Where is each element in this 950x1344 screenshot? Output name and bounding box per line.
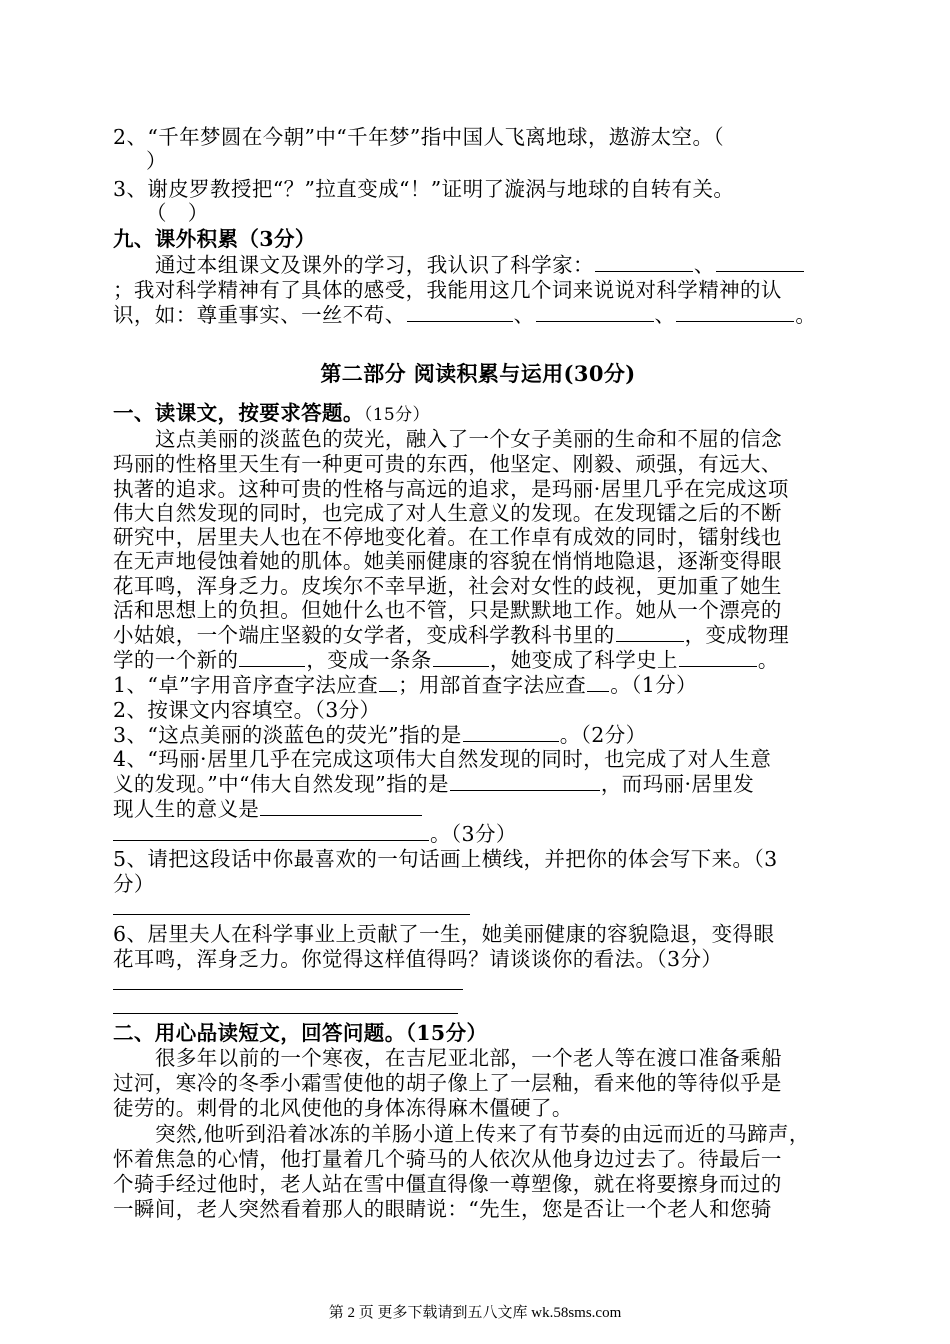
answer-blank[interactable]: [433, 648, 489, 667]
q2-heading: 二、用心品读短文，回答问题。（15分）: [113, 1021, 488, 1045]
q1-sub-1: 1、“卓”字用音序查字法应查 ；用部首查字法应查 。（1分）: [113, 673, 698, 697]
q1-sub-4-line-3: 现人生的意义是: [113, 796, 843, 822]
q2-passage-line: 徒劳的。刺骨的北风使他的身体冻得麻木僵硬了。: [113, 1096, 573, 1120]
q1-sub-3: 3、“这点美丽的淡蓝色的荧光”指的是 。（2分）: [113, 723, 647, 747]
answer-blank[interactable]: [260, 797, 422, 816]
q1-passage-line: 玛丽的性格里天生有一种更可贵的东西，他坚定、刚毅、顽强，有远大、: [113, 452, 782, 476]
answer-blank[interactable]: [463, 723, 559, 742]
q2-passage-line: 怀着焦急的心情，他打量着几个骑马的人依次从他身边过去了。待最后一: [113, 1147, 782, 1171]
judge-item-2: 2、“千年梦圆在今朝”中“千年梦”指中国人飞离地球，遨游太空。（: [113, 125, 725, 149]
q2-passage-line: 过河，寒冷的冬季小霜雪使他的胡子像上了一层釉，看来他的等待似乎是: [113, 1071, 782, 1095]
answer-blank[interactable]: [676, 303, 794, 322]
q1-sub-5: 5、请把这段话中你最喜欢的一句话画上横线，并把你的体会写下来。（3: [113, 847, 778, 871]
q1-sub-4: 4、“玛丽·居里几乎在完成这项伟大自然发现的同时，也完成了对人生意: [113, 747, 772, 771]
q1-sub-2: 2、按课文内容填空。（3分）: [113, 698, 381, 722]
answer-blank[interactable]: [113, 822, 429, 841]
answer-line[interactable]: [113, 914, 470, 915]
q2-passage-line: 很多年以前的一个寒夜，在吉尼亚北部，一个老人等在渡口准备乘船: [155, 1046, 782, 1070]
section-9-line-2: ；我对科学精神有了具体的感受，我能用这几个词来说说对科学精神的认: [113, 278, 782, 302]
q1-passage-line: 小姑娘，一个端庄坚毅的女学者，变成科学教科书里的 ，变成物理: [113, 623, 790, 647]
q1-passage-line: 研究中，居里夫人也在不停地变化着。在工作卓有成效的同时，镭射线也: [113, 525, 782, 549]
q1-passage-line: 在无声地侵蚀着她的肌体。她美丽健康的容貌在悄悄地隐退，逐渐变得眼: [113, 549, 782, 573]
q1-passage-line: 伟大自然发现的同时，也完成了对人生意义的发现。在发现镭之后的不断: [113, 501, 782, 525]
judge-item-2-bracket: ）: [146, 149, 167, 173]
answer-blank[interactable]: [407, 303, 513, 322]
answer-blank[interactable]: [379, 673, 397, 692]
q1-sub-6: 6、居里夫人在科学事业上贡献了一生，她美丽健康的容貌隐退，变得眼: [113, 922, 775, 946]
answer-blank[interactable]: [536, 303, 654, 322]
page-footer: 第 2 页 更多下载请到五八文库 wk.58sms.com: [328, 1305, 622, 1321]
answer-blank[interactable]: [587, 673, 609, 692]
q1-sub-4-line-4: 。（3分）: [113, 821, 843, 847]
q2-passage-line: 个骑手经过他时，老人站在雪中僵直得像一尊塑像，就在将要擦身而过的: [113, 1172, 782, 1196]
judge-item-3-bracket: （ ）: [146, 201, 209, 225]
answer-blank[interactable]: [450, 772, 600, 791]
q1-passage-line: 花耳鸣，浑身乏力。皮埃尔不幸早逝，社会对女性的歧视，更加重了她生: [113, 574, 782, 598]
part-2-title: 第二部分 阅读积累与运用(30分): [320, 361, 636, 386]
section-9-line-3: 识，如：尊重事实、一丝不苟、 、 、 。: [113, 303, 817, 327]
q1-passage-line: 这点美丽的淡蓝色的荧光，融入了一个女子美丽的生命和不屈的信念: [155, 427, 782, 451]
section-9-heading: 九、课外积累（3分）: [113, 227, 316, 251]
judge-item-3: 3、谢皮罗教授把“？”拉直变成“！”证明了漩涡与地球的自转有关。: [113, 177, 735, 201]
answer-line[interactable]: [113, 989, 463, 990]
answer-blank[interactable]: [679, 648, 757, 667]
answer-blank[interactable]: [716, 253, 804, 272]
q1-sub-6-line-2: 花耳鸣，浑身乏力。你觉得这样值得吗？请谈谈你的看法。（3分）: [113, 947, 723, 971]
q1-heading: 一、读课文，按要求答题。（15分）: [113, 401, 430, 425]
q2-passage-line: 一瞬间，老人突然看着那人的眼睛说：“先生，您是否让一个老人和您骑: [113, 1197, 772, 1221]
section-9-line-1: 通过本组课文及课外的学习，我认识了科学家： 、: [155, 252, 845, 278]
answer-blank[interactable]: [239, 648, 305, 667]
q1-passage-line: 学的一个新的 ，变成一条条 ，她变成了科学史上 。: [113, 648, 779, 672]
answer-line[interactable]: [113, 1013, 458, 1014]
q1-sub-5-line-2: 分）: [113, 872, 155, 896]
answer-blank[interactable]: [595, 253, 693, 272]
q2-passage-line: 突然,他听到沿着冰冻的羊肠小道上传来了有节奏的由远而近的马蹄声，: [155, 1122, 810, 1146]
q1-passage-line: 活和思想上的负担。但她什么也不管，只是默默地工作。她从一个漂亮的: [113, 598, 782, 622]
q1-sub-4-line-2: 义的发现。”中“伟大自然发现”指的是 ，而玛丽·居里发: [113, 772, 755, 796]
q1-passage-line: 执著的追求。这种可贵的性格与高远的追求，是玛丽·居里几乎在完成这项: [113, 477, 789, 501]
answer-blank[interactable]: [616, 623, 684, 642]
